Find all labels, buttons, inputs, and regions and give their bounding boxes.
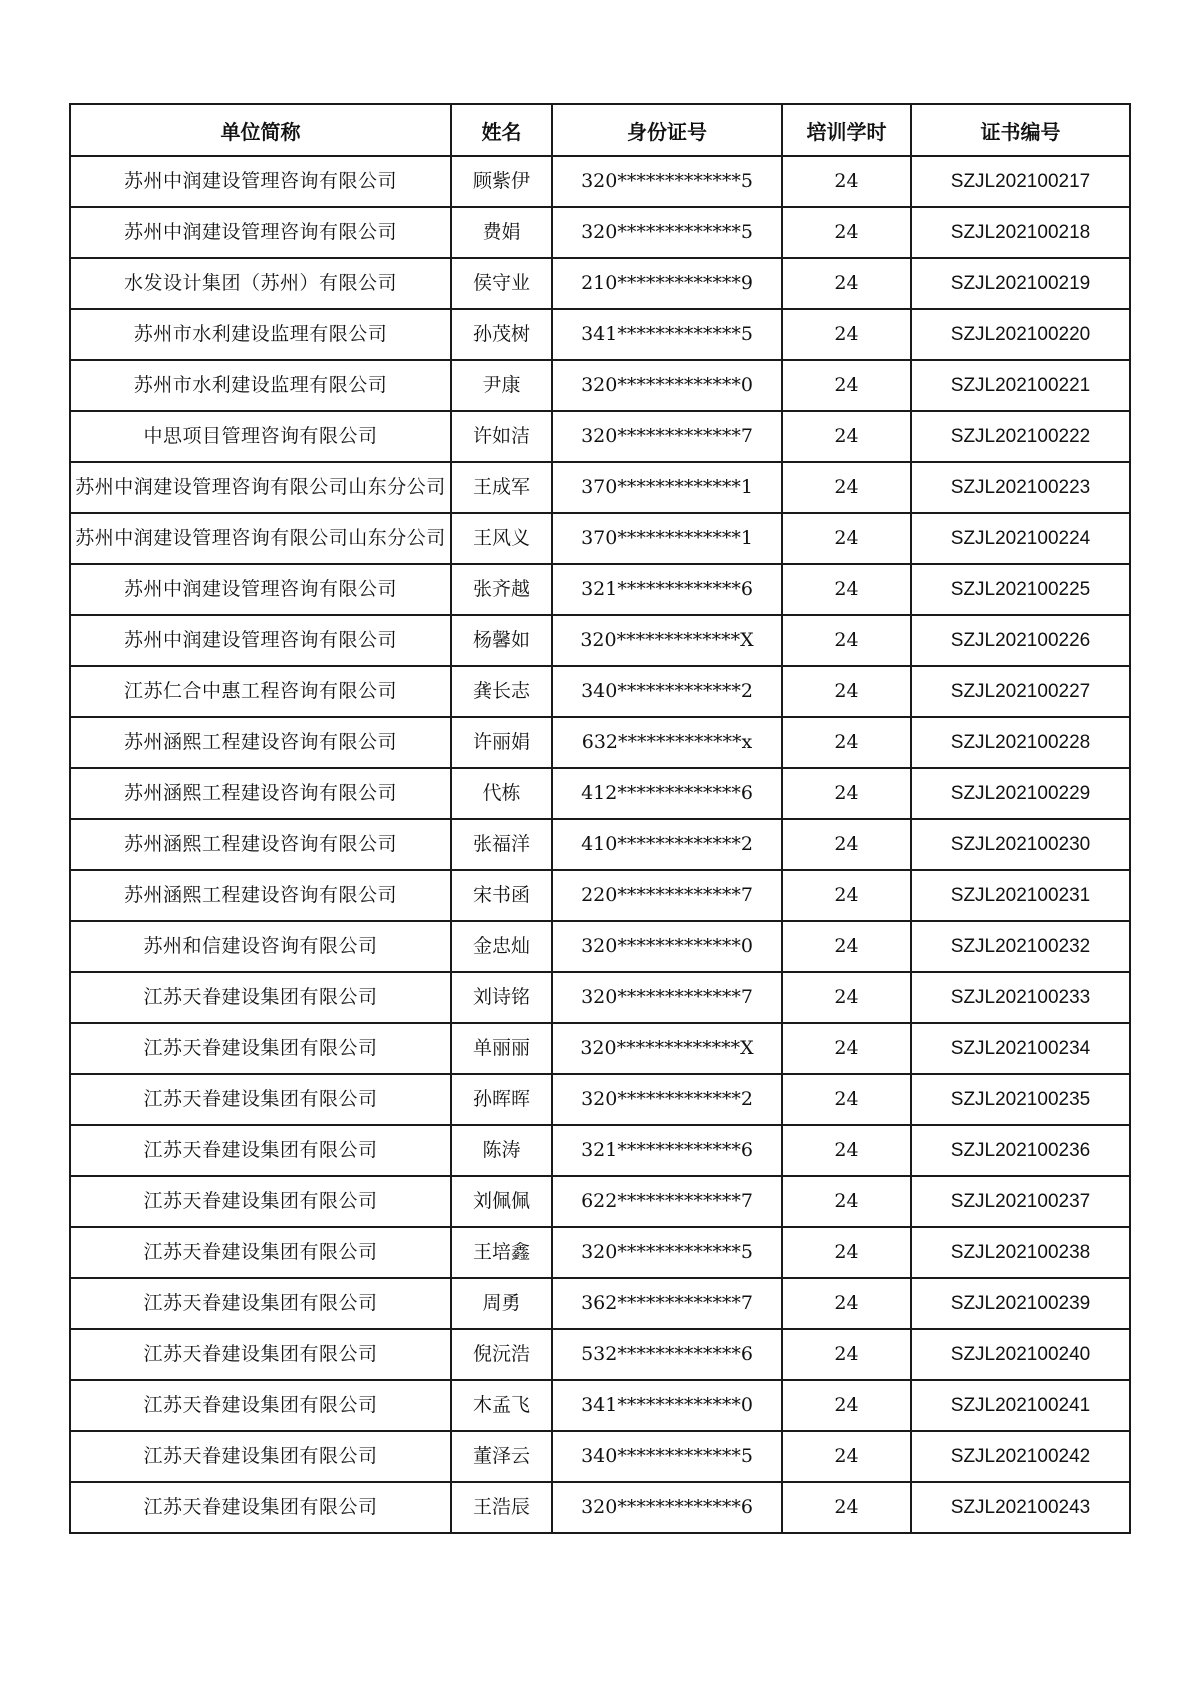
cell-name: 倪沅浩	[451, 1329, 552, 1380]
table-body	[70, 156, 1130, 1533]
cell-training-hours: 24	[782, 1329, 911, 1380]
cell-training-hours: 24	[782, 1125, 911, 1176]
cell-unit: 江苏天眷建设集团有限公司	[70, 1176, 451, 1227]
cell-name: 王成军	[451, 462, 552, 513]
cell-id-number: 220*************7	[552, 870, 782, 921]
cell-name: 孙茂树	[451, 309, 552, 360]
cell-id-number: 370*************1	[552, 513, 782, 564]
cell-name: 尹康	[451, 360, 552, 411]
cell-unit: 江苏仁合中惠工程咨询有限公司	[70, 666, 451, 717]
cell-training-hours: 24	[782, 768, 911, 819]
cell-id-number: 320*************7	[552, 972, 782, 1023]
cell-name: 费娟	[451, 207, 552, 258]
cell-certificate-number: SZJL202100243	[911, 1482, 1130, 1533]
cell-unit: 江苏天眷建设集团有限公司	[70, 1431, 451, 1482]
cell-certificate-number: SZJL202100239	[911, 1278, 1130, 1329]
cell-unit: 江苏天眷建设集团有限公司	[70, 1329, 451, 1380]
cell-training-hours: 24	[782, 1278, 911, 1329]
cell-unit: 苏州中润建设管理咨询有限公司	[70, 564, 451, 615]
cell-training-hours: 24	[782, 411, 911, 462]
cell-name: 王风义	[451, 513, 552, 564]
table-row	[70, 1176, 1130, 1227]
table-row	[70, 1278, 1130, 1329]
cell-training-hours: 24	[782, 156, 911, 207]
cell-id-number: 321*************6	[552, 1125, 782, 1176]
table-row	[70, 1431, 1130, 1482]
cell-training-hours: 24	[782, 615, 911, 666]
cell-certificate-number: SZJL202100225	[911, 564, 1130, 615]
cell-training-hours: 24	[782, 1482, 911, 1533]
cell-unit: 苏州中润建设管理咨询有限公司山东分公司	[70, 462, 451, 513]
table-row	[70, 309, 1130, 360]
table-row	[70, 768, 1130, 819]
cell-unit: 苏州市水利建设监理有限公司	[70, 309, 451, 360]
cell-unit: 江苏天眷建设集团有限公司	[70, 1023, 451, 1074]
table-row	[70, 207, 1130, 258]
cell-unit: 江苏天眷建设集团有限公司	[70, 1278, 451, 1329]
table-row	[70, 666, 1130, 717]
cell-name: 顾紫伊	[451, 156, 552, 207]
cell-training-hours: 24	[782, 207, 911, 258]
cell-name: 刘诗铭	[451, 972, 552, 1023]
cell-name: 木孟飞	[451, 1380, 552, 1431]
cell-id-number: 320*************5	[552, 1227, 782, 1278]
cell-id-number: 320*************5	[552, 156, 782, 207]
cell-id-number: 320*************0	[552, 360, 782, 411]
cell-unit: 苏州中润建设管理咨询有限公司	[70, 207, 451, 258]
header-unit: 单位简称	[70, 104, 451, 156]
cell-name: 杨馨如	[451, 615, 552, 666]
cell-id-number: 370*************1	[552, 462, 782, 513]
cell-training-hours: 24	[782, 1380, 911, 1431]
cell-training-hours: 24	[782, 921, 911, 972]
cell-name: 张齐越	[451, 564, 552, 615]
table-row	[70, 564, 1130, 615]
cell-unit: 江苏天眷建设集团有限公司	[70, 972, 451, 1023]
cell-training-hours: 24	[782, 1023, 911, 1074]
cell-unit: 江苏天眷建设集团有限公司	[70, 1380, 451, 1431]
cell-id-number: 321*************6	[552, 564, 782, 615]
cell-unit: 江苏天眷建设集团有限公司	[70, 1227, 451, 1278]
cell-id-number: 632*************x	[552, 717, 782, 768]
table-row	[70, 156, 1130, 207]
cell-certificate-number: SZJL202100226	[911, 615, 1130, 666]
cell-id-number: 340*************2	[552, 666, 782, 717]
cell-training-hours: 24	[782, 462, 911, 513]
cell-certificate-number: SZJL202100227	[911, 666, 1130, 717]
cell-id-number: 412*************6	[552, 768, 782, 819]
cell-training-hours: 24	[782, 564, 911, 615]
cell-unit: 苏州涵熙工程建设咨询有限公司	[70, 768, 451, 819]
cell-certificate-number: SZJL202100242	[911, 1431, 1130, 1482]
cell-name: 金忠灿	[451, 921, 552, 972]
cell-id-number: 320*************2	[552, 1074, 782, 1125]
header-row	[70, 104, 1130, 156]
cell-id-number: 210*************9	[552, 258, 782, 309]
cell-unit: 苏州中润建设管理咨询有限公司	[70, 156, 451, 207]
cell-training-hours: 24	[782, 1227, 911, 1278]
cell-training-hours: 24	[782, 972, 911, 1023]
table-row	[70, 819, 1130, 870]
cell-certificate-number: SZJL202100222	[911, 411, 1130, 462]
cell-certificate-number: SZJL202100232	[911, 921, 1130, 972]
table-row	[70, 513, 1130, 564]
cell-name: 许如洁	[451, 411, 552, 462]
table-row	[70, 717, 1130, 768]
cell-certificate-number: SZJL202100229	[911, 768, 1130, 819]
cell-unit: 苏州和信建设咨询有限公司	[70, 921, 451, 972]
cell-name: 张福洋	[451, 819, 552, 870]
cell-id-number: 532*************6	[552, 1329, 782, 1380]
cell-unit: 苏州涵熙工程建设咨询有限公司	[70, 717, 451, 768]
header-id-number: 身份证号	[552, 104, 782, 156]
cell-certificate-number: SZJL202100230	[911, 819, 1130, 870]
cell-training-hours: 24	[782, 819, 911, 870]
cell-unit: 苏州市水利建设监理有限公司	[70, 360, 451, 411]
cell-certificate-number: SZJL202100237	[911, 1176, 1130, 1227]
cell-certificate-number: SZJL202100228	[911, 717, 1130, 768]
cell-training-hours: 24	[782, 1176, 911, 1227]
table-row	[70, 462, 1130, 513]
cell-id-number: 320*************0	[552, 921, 782, 972]
table-row	[70, 1074, 1130, 1125]
cell-certificate-number: SZJL202100218	[911, 207, 1130, 258]
cell-id-number: 320*************7	[552, 411, 782, 462]
table-row	[70, 258, 1130, 309]
cell-training-hours: 24	[782, 360, 911, 411]
cell-unit: 江苏天眷建设集团有限公司	[70, 1482, 451, 1533]
cell-training-hours: 24	[782, 309, 911, 360]
cell-certificate-number: SZJL202100223	[911, 462, 1130, 513]
cell-name: 许丽娟	[451, 717, 552, 768]
cell-certificate-number: SZJL202100217	[911, 156, 1130, 207]
table-row	[70, 411, 1130, 462]
table-row	[70, 1227, 1130, 1278]
cell-name: 董泽云	[451, 1431, 552, 1482]
cell-certificate-number: SZJL202100231	[911, 870, 1130, 921]
cell-unit: 苏州中润建设管理咨询有限公司	[70, 615, 451, 666]
cell-certificate-number: SZJL202100221	[911, 360, 1130, 411]
cell-training-hours: 24	[782, 717, 911, 768]
table-row	[70, 972, 1130, 1023]
cell-unit: 苏州涵熙工程建设咨询有限公司	[70, 870, 451, 921]
cell-name: 侯守业	[451, 258, 552, 309]
cell-certificate-number: SZJL202100233	[911, 972, 1130, 1023]
table-header	[70, 104, 1130, 156]
cell-certificate-number: SZJL202100238	[911, 1227, 1130, 1278]
cell-name: 龚长志	[451, 666, 552, 717]
cell-unit: 江苏天眷建设集团有限公司	[70, 1074, 451, 1125]
cell-id-number: 340*************5	[552, 1431, 782, 1482]
cell-name: 陈涛	[451, 1125, 552, 1176]
cell-training-hours: 24	[782, 258, 911, 309]
cell-id-number: 410*************2	[552, 819, 782, 870]
cell-unit: 中思项目管理咨询有限公司	[70, 411, 451, 462]
training-roster-table	[69, 103, 1131, 1534]
table-row	[70, 1329, 1130, 1380]
cell-name: 孙晖晖	[451, 1074, 552, 1125]
cell-unit: 江苏天眷建设集团有限公司	[70, 1125, 451, 1176]
cell-training-hours: 24	[782, 666, 911, 717]
table-row	[70, 1023, 1130, 1074]
cell-certificate-number: SZJL202100220	[911, 309, 1130, 360]
table-row	[70, 921, 1130, 972]
cell-name: 代栋	[451, 768, 552, 819]
cell-unit: 苏州涵熙工程建设咨询有限公司	[70, 819, 451, 870]
cell-name: 王浩辰	[451, 1482, 552, 1533]
cell-unit: 水发设计集团（苏州）有限公司	[70, 258, 451, 309]
cell-id-number: 622*************7	[552, 1176, 782, 1227]
cell-name: 王培鑫	[451, 1227, 552, 1278]
cell-name: 刘佩佩	[451, 1176, 552, 1227]
cell-training-hours: 24	[782, 513, 911, 564]
cell-id-number: 341*************5	[552, 309, 782, 360]
cell-name: 宋书函	[451, 870, 552, 921]
cell-certificate-number: SZJL202100219	[911, 258, 1130, 309]
cell-certificate-number: SZJL202100240	[911, 1329, 1130, 1380]
cell-certificate-number: SZJL202100224	[911, 513, 1130, 564]
table-row	[70, 1380, 1130, 1431]
header-name: 姓名	[451, 104, 552, 156]
cell-certificate-number: SZJL202100241	[911, 1380, 1130, 1431]
table-row	[70, 360, 1130, 411]
cell-name: 周勇	[451, 1278, 552, 1329]
cell-id-number: 320*************X	[552, 1023, 782, 1074]
cell-training-hours: 24	[782, 870, 911, 921]
cell-name: 单丽丽	[451, 1023, 552, 1074]
table-row	[70, 1125, 1130, 1176]
table-row	[70, 1482, 1130, 1533]
cell-training-hours: 24	[782, 1431, 911, 1482]
header-training-hours: 培训学时	[782, 104, 911, 156]
table-row	[70, 870, 1130, 921]
table-row	[70, 615, 1130, 666]
cell-id-number: 320*************6	[552, 1482, 782, 1533]
cell-certificate-number: SZJL202100235	[911, 1074, 1130, 1125]
cell-training-hours: 24	[782, 1074, 911, 1125]
cell-certificate-number: SZJL202100234	[911, 1023, 1130, 1074]
cell-id-number: 320*************5	[552, 207, 782, 258]
cell-id-number: 320*************X	[552, 615, 782, 666]
header-certificate-number: 证书编号	[911, 104, 1130, 156]
cell-id-number: 362*************7	[552, 1278, 782, 1329]
cell-unit: 苏州中润建设管理咨询有限公司山东分公司	[70, 513, 451, 564]
cell-certificate-number: SZJL202100236	[911, 1125, 1130, 1176]
cell-id-number: 341*************0	[552, 1380, 782, 1431]
